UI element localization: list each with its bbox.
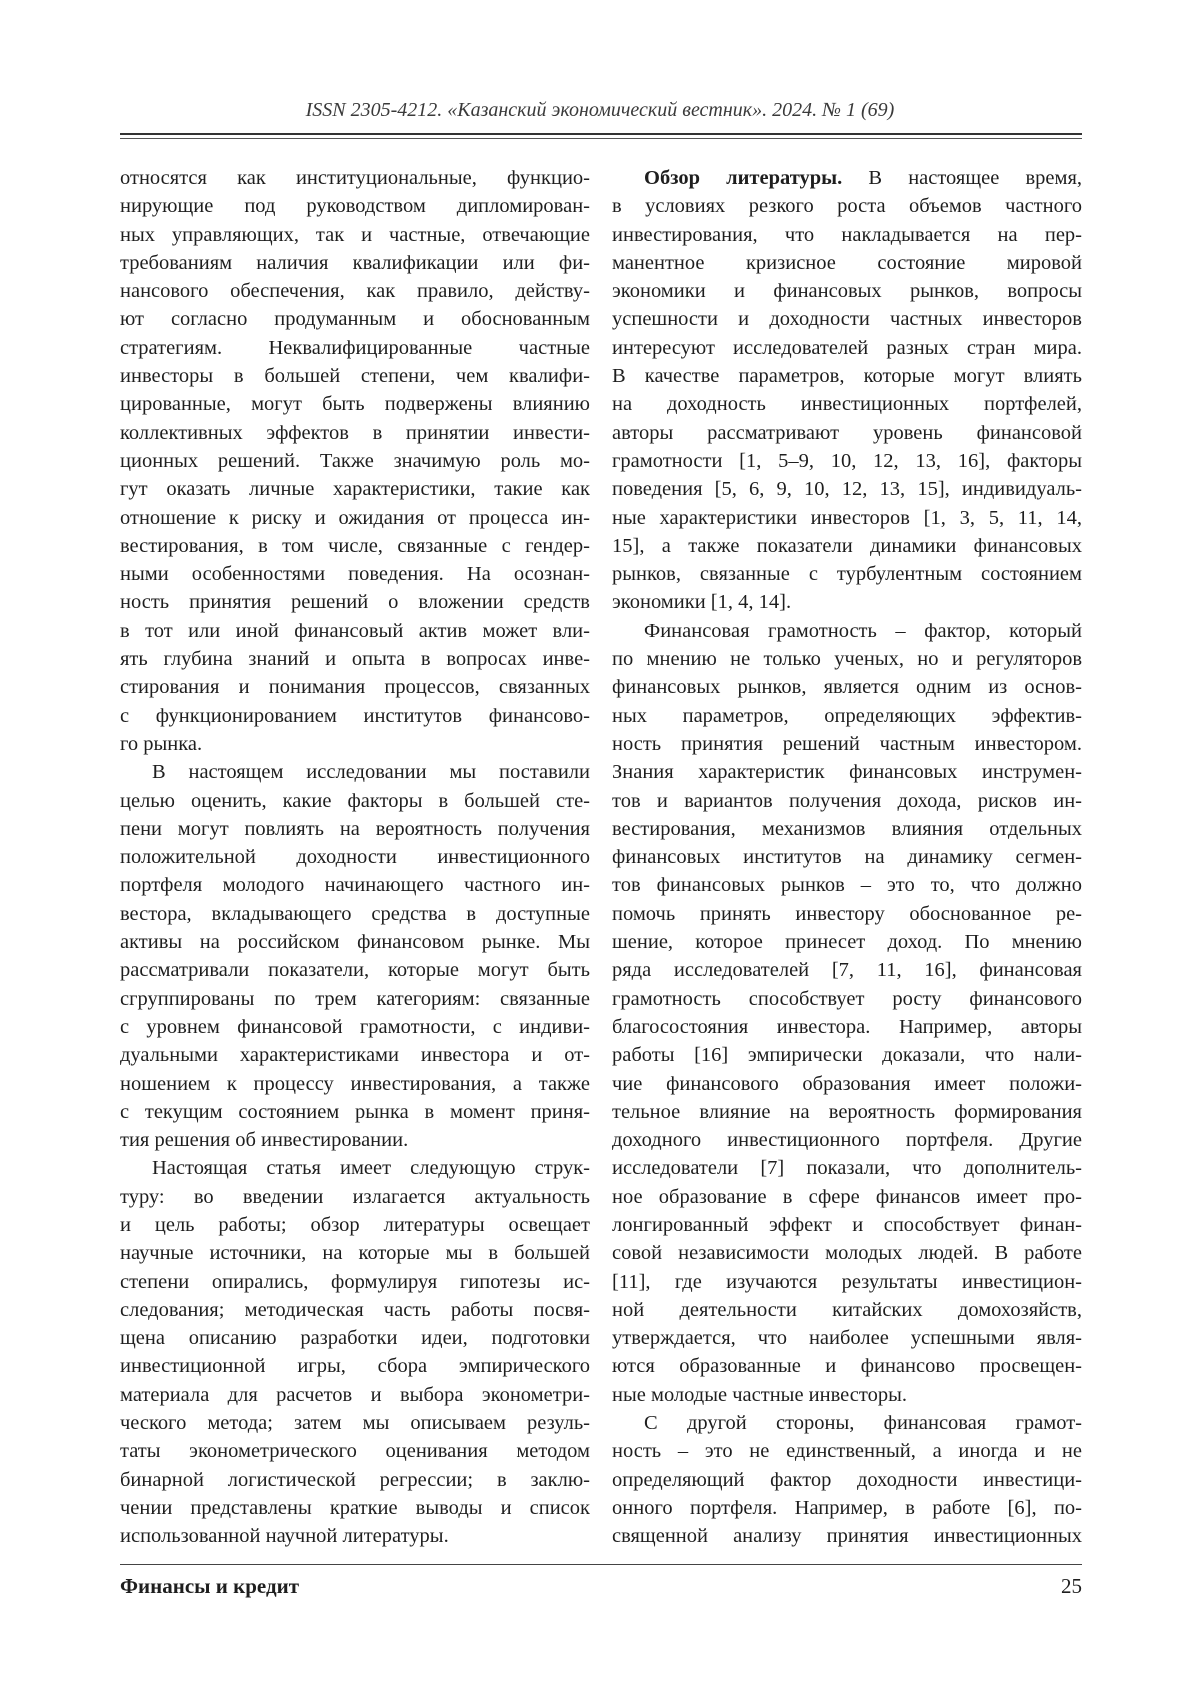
text-line: манентное кризисное состояние мировой xyxy=(612,251,1082,274)
text-line: В качестве параметров, которые могут влиять xyxy=(612,365,1082,388)
text-line: ное образование в сфере финансов имеет про- xyxy=(612,1185,1082,1208)
text-line: научные источники, на которые мы в большей xyxy=(120,1242,590,1265)
text-line: инвестирования, что накладывается на пер- xyxy=(612,223,1082,246)
text-line: отношение к риску и ожидания от процесса ин- xyxy=(120,506,590,529)
text-line: вестирования, механизмов влияния отдельных xyxy=(612,817,1082,840)
text-line: финансовых институтов на динамику сегмен- xyxy=(612,846,1082,869)
text-line: нирующие под руководством дипломирован- xyxy=(120,195,590,218)
text-line: в тот или иной финансовый актив может вли- xyxy=(120,619,590,642)
paragraph xyxy=(120,164,590,758)
section-heading: Обзор литературы. xyxy=(644,167,843,189)
text-line: успешности и доходности частных инвесторов xyxy=(612,308,1082,331)
text-line: определяющий фактор доходности инвестици- xyxy=(612,1468,1082,1491)
text-line: ных управляющих, так и частные, отвечающие xyxy=(120,223,590,246)
text-line: активы на российском финансовом рынке. Мы xyxy=(120,931,590,954)
text-line: тия решения об инвестировании. xyxy=(120,1129,409,1152)
footer-rule xyxy=(120,1564,1082,1565)
text-line-rest: В настоящее время, xyxy=(842,167,1083,189)
paragraph xyxy=(120,758,590,1154)
text-line: поведения [5, 6, 9, 10, 12, 13, 15], индивидуаль- xyxy=(612,478,1082,501)
text-line: рынков, связанные с турбулентным состоянием xyxy=(612,563,1082,586)
text-line: на доходность инвестиционных портфелей, xyxy=(612,393,1082,416)
text-line: грамотности [1, 5–9, 10, 12, 13, 16], факторы xyxy=(612,449,1082,472)
text-line: с текущим состоянием рынка в момент приня- xyxy=(120,1100,590,1123)
text-line: относятся как институциональные, функцио- xyxy=(120,167,590,189)
text-line: положительной доходности инвестиционного xyxy=(120,846,590,869)
text-line: благосостояния инвестора. Например, авторы xyxy=(612,1015,1082,1038)
text-line: цированные, могут быть подвержены влиянию xyxy=(120,393,590,416)
text-line: Финансовая грамотность – фактор, который xyxy=(644,619,1082,642)
text-line: экономики и финансовых рынков, вопросы xyxy=(612,280,1082,303)
text-line: гут оказать личные характеристики, такие как xyxy=(120,478,590,501)
text-line: ционных решений. Также значимую роль мо- xyxy=(120,449,590,472)
header-rule-thin xyxy=(120,138,1082,139)
text-line: пени могут повлиять на вероятность получения xyxy=(120,817,590,840)
paragraph xyxy=(612,617,1082,1409)
text-line: ношением к процессу инвестирования, а также xyxy=(120,1072,590,1095)
text-line: с уровнем финансовой грамотности, с индиви- xyxy=(120,1015,590,1038)
text-line: го рынка. xyxy=(120,732,203,755)
text-line: лонгированный эффект и способствует финан- xyxy=(612,1213,1082,1236)
text-line: ной деятельности китайских домохозяйств, xyxy=(612,1298,1082,1321)
text-line: дуальными характеристиками инвестора и от- xyxy=(120,1044,590,1067)
text-line: интересуют исследователей разных стран мира. xyxy=(612,336,1082,359)
text-line: инвестиционной игры, сбора эмпирического xyxy=(120,1355,590,1378)
text-line: работы [16] эмпирически доказали, что нали- xyxy=(612,1044,1082,1067)
text-line: ческого метода; затем мы описываем резуль- xyxy=(120,1412,590,1435)
text-line: финансовых рынков, является одним из основ- xyxy=(612,676,1082,699)
header-rule-thick xyxy=(120,133,1082,135)
text-line: грамотность способствует росту финансового xyxy=(612,987,1082,1010)
text-line: ют согласно продуманным и обоснованным xyxy=(120,308,590,331)
text-line: Настоящая статья имеет следующую струк- xyxy=(152,1157,590,1180)
text-line: исследователи [7] показали, что дополнитель- xyxy=(612,1157,1082,1180)
text-line: степени опирались, формулируя гипотезы ис- xyxy=(120,1270,590,1293)
footer-section-title: Финансы и кредит xyxy=(120,1574,300,1598)
text-line: шение, которое принесет доход. По мнению xyxy=(612,931,1082,954)
paragraph xyxy=(612,1409,1082,1550)
text-line: требованиям наличия квалификации или фи- xyxy=(120,251,590,274)
text-line: Знания характеристик финансовых инструмен- xyxy=(612,761,1082,784)
right-column xyxy=(612,164,1082,1551)
text-line: ность – это не единственный, а иногда и не xyxy=(612,1440,1082,1463)
text-line: В настоящем исследовании мы поставили xyxy=(152,761,590,784)
text-line: доходного инвестиционного портфеля. Другие xyxy=(612,1129,1082,1152)
text-line: 15], а также показатели динамики финансовых xyxy=(612,534,1082,557)
text-line: чении представлены краткие выводы и список xyxy=(120,1496,590,1519)
text-line: нансового обеспечения, как правило, действу- xyxy=(120,280,590,303)
left-column xyxy=(120,164,590,1551)
text-line: щена описанию разработки идеи, подготовки xyxy=(120,1327,590,1350)
text-line: таты эконометрического оценивания методом xyxy=(120,1440,590,1463)
text-line xyxy=(612,164,1082,192)
text-line: ные молодые частные инвесторы. xyxy=(612,1383,907,1406)
text-line: стирования и понимания процессов, связанных xyxy=(120,676,590,699)
text-line: помочь принять инвестору обоснованное ре- xyxy=(612,902,1082,925)
text-line: следования; методическая часть работы посвя- xyxy=(120,1298,590,1321)
paragraph xyxy=(120,1154,590,1550)
text-line: утверждается, что наиболее успешными явля- xyxy=(612,1327,1082,1350)
paragraph xyxy=(612,164,1082,617)
text-line: коллективных эффектов в принятии инвести- xyxy=(120,421,590,444)
text-line: [11], где изучаются результаты инвестицион- xyxy=(612,1270,1082,1293)
text-line: ные характеристики инвесторов [1, 3, 5, 11, 14, xyxy=(612,506,1082,529)
text-line: ность принятия решений частным инвестором. xyxy=(612,732,1082,755)
text-line: ность принятия решений о вложении средств xyxy=(120,591,590,614)
text-line: совой независимости молодых людей. В работе xyxy=(612,1242,1082,1265)
journal-header: ISSN 2305-4212. «Казанский экономический вестник». 2024. № 1 (69) xyxy=(305,99,895,121)
text-line: ными особенностями поведения. На осознан- xyxy=(120,563,590,586)
text-line: бинарной логистической регрессии; в заклю- xyxy=(120,1468,590,1491)
text-line: ряда исследователей [7, 11, 16], финансовая xyxy=(612,959,1082,982)
text-line: рассматривали показатели, которые могут быть xyxy=(120,959,590,982)
text-line: ять глубина знаний и опыта в вопросах инве- xyxy=(120,648,590,671)
page-number: 25 xyxy=(1061,1574,1082,1598)
text-line: и цель работы; обзор литературы освещает xyxy=(120,1213,590,1236)
text-line: авторы рассматривают уровень финансовой xyxy=(612,421,1082,444)
text-line: экономики [1, 4, 14]. xyxy=(612,591,792,614)
text-line: ных параметров, определяющих эффектив- xyxy=(612,704,1082,727)
text-line: чие финансового образования имеет положи- xyxy=(612,1072,1082,1095)
text-line: туру: во введении излагается актуальность xyxy=(120,1185,590,1208)
text-line: с функционированием институтов финансово- xyxy=(120,704,590,727)
text-line: целью оценить, какие факторы в большей сте- xyxy=(120,789,590,812)
text-line: в условиях резкого роста объемов частного xyxy=(612,195,1082,218)
text-line: материала для расчетов и выбора эконометри- xyxy=(120,1383,590,1406)
text-line: использованной научной литературы. xyxy=(120,1525,449,1548)
text-line: тов и вариантов получения дохода, рисков ин- xyxy=(612,789,1082,812)
text-line: инвесторы в большей степени, чем квалифи- xyxy=(120,365,590,388)
text-line: стратегиям. Неквалифицированные частные xyxy=(120,336,590,359)
text-line: священной анализу принятия инвестиционных xyxy=(612,1525,1082,1548)
text-line: ются образованные и финансово просвещен- xyxy=(612,1355,1082,1378)
text-line: вестора, вкладывающего средства в доступные xyxy=(120,902,590,925)
text-line: тельное влияние на вероятность формирования xyxy=(612,1100,1082,1123)
text-line: онного портфеля. Например, в работе [6], по- xyxy=(612,1496,1082,1519)
text-line: вестирования, в том числе, связанные с гендер- xyxy=(120,534,590,557)
text-line: по мнению не только ученых, но и регуляторов xyxy=(612,648,1082,671)
text-line: портфеля молодого начинающего частного ин- xyxy=(120,874,590,897)
text-line: сгруппированы по трем категориям: связанные xyxy=(120,987,590,1010)
text-line: С другой стороны, финансовая грамот- xyxy=(644,1412,1082,1435)
text-line: тов финансовых рынков – это то, что должно xyxy=(612,874,1082,897)
